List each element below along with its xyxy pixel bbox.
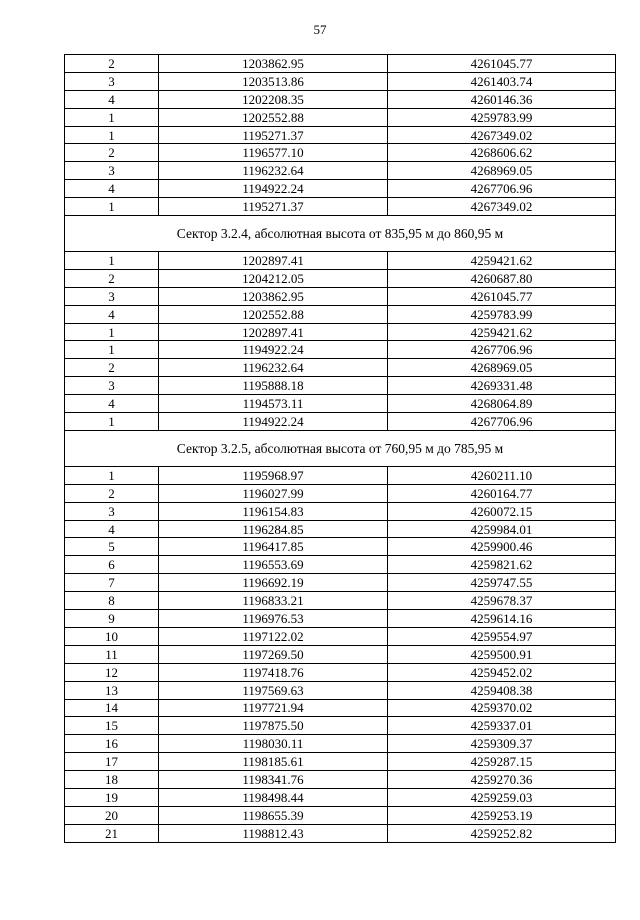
x-coordinate-cell: 1196232.64: [159, 162, 388, 180]
x-coordinate-cell: 1204212.05: [159, 269, 388, 287]
x-coordinate-cell: 1197875.50: [159, 717, 388, 735]
x-coordinate-cell: 1198498.44: [159, 788, 388, 806]
point-number-cell: 2: [65, 359, 159, 377]
table-row: [65, 502, 616, 520]
point-number-cell: 3: [65, 377, 159, 395]
point-number-cell: 18: [65, 771, 159, 789]
table-row: [65, 592, 616, 610]
x-coordinate-cell: 1194922.24: [159, 180, 388, 198]
x-coordinate-cell: 1196976.53: [159, 610, 388, 628]
table-row: [65, 377, 616, 395]
y-coordinate-cell: 4267349.02: [388, 198, 616, 216]
y-coordinate-cell: 4268606.62: [388, 144, 616, 162]
table-row: [65, 717, 616, 735]
table-row: [65, 108, 616, 126]
point-number-cell: 9: [65, 610, 159, 628]
point-number-cell: 15: [65, 717, 159, 735]
table-row: [65, 556, 616, 574]
point-number-cell: 1: [65, 466, 159, 484]
x-coordinate-cell: 1197569.63: [159, 681, 388, 699]
table-row: [65, 484, 616, 502]
y-coordinate-cell: 4260164.77: [388, 484, 616, 502]
table-row: [65, 395, 616, 413]
table-row: [65, 771, 616, 789]
point-number-cell: 19: [65, 788, 159, 806]
x-coordinate-cell: 1202897.41: [159, 252, 388, 270]
table-row: [65, 287, 616, 305]
y-coordinate-cell: 4268064.89: [388, 395, 616, 413]
point-number-cell: 12: [65, 663, 159, 681]
table-row: [65, 55, 616, 73]
y-coordinate-cell: 4260687.80: [388, 269, 616, 287]
x-coordinate-cell: 1196284.85: [159, 520, 388, 538]
y-coordinate-cell: 4259614.16: [388, 610, 616, 628]
y-coordinate-cell: 4259500.91: [388, 645, 616, 663]
point-number-cell: 4: [65, 520, 159, 538]
y-coordinate-cell: 4260211.10: [388, 466, 616, 484]
x-coordinate-cell: 1196577.10: [159, 144, 388, 162]
y-coordinate-cell: 4259259.03: [388, 788, 616, 806]
x-coordinate-cell: 1194922.24: [159, 413, 388, 431]
x-coordinate-cell: 1203862.95: [159, 287, 388, 305]
y-coordinate-cell: 4259452.02: [388, 663, 616, 681]
point-number-cell: 17: [65, 753, 159, 771]
table-row: [65, 520, 616, 538]
sector-heading: Сектор 3.2.5, абсолютная высота от 760,95 м до 785,95 м: [65, 430, 616, 466]
table-row: [65, 144, 616, 162]
table-row: [65, 574, 616, 592]
y-coordinate-cell: 4259270.36: [388, 771, 616, 789]
table-row: [65, 699, 616, 717]
table-row: [65, 359, 616, 377]
y-coordinate-cell: 4259900.46: [388, 538, 616, 556]
y-coordinate-cell: 4259783.99: [388, 305, 616, 323]
point-number-cell: 13: [65, 681, 159, 699]
y-coordinate-cell: 4259984.01: [388, 520, 616, 538]
point-number-cell: 3: [65, 72, 159, 90]
point-number-cell: 4: [65, 180, 159, 198]
table-row: [65, 788, 616, 806]
table-row: [65, 663, 616, 681]
y-coordinate-cell: 4259747.55: [388, 574, 616, 592]
x-coordinate-cell: 1198341.76: [159, 771, 388, 789]
point-number-cell: 3: [65, 162, 159, 180]
y-coordinate-cell: 4268969.05: [388, 162, 616, 180]
x-coordinate-cell: 1194573.11: [159, 395, 388, 413]
x-coordinate-cell: 1195968.97: [159, 466, 388, 484]
y-coordinate-cell: 4261403.74: [388, 72, 616, 90]
x-coordinate-cell: 1196553.69: [159, 556, 388, 574]
table-row: [65, 162, 616, 180]
point-number-cell: 3: [65, 287, 159, 305]
x-coordinate-cell: 1202552.88: [159, 108, 388, 126]
table-row: [65, 269, 616, 287]
x-coordinate-cell: 1203862.95: [159, 55, 388, 73]
table-row: [65, 72, 616, 90]
table-row: [65, 126, 616, 144]
point-number-cell: 16: [65, 735, 159, 753]
point-number-cell: 2: [65, 484, 159, 502]
y-coordinate-cell: 4259783.99: [388, 108, 616, 126]
point-number-cell: 2: [65, 269, 159, 287]
table-row: [65, 305, 616, 323]
x-coordinate-cell: 1196232.64: [159, 359, 388, 377]
point-number-cell: 1: [65, 413, 159, 431]
point-number-cell: 14: [65, 699, 159, 717]
y-coordinate-cell: 4259554.97: [388, 627, 616, 645]
point-number-cell: 7: [65, 574, 159, 592]
x-coordinate-cell: 1195271.37: [159, 126, 388, 144]
y-coordinate-cell: 4261045.77: [388, 55, 616, 73]
x-coordinate-cell: 1202208.35: [159, 90, 388, 108]
x-coordinate-cell: 1196692.19: [159, 574, 388, 592]
x-coordinate-cell: 1195888.18: [159, 377, 388, 395]
table-row: [65, 538, 616, 556]
point-number-cell: 2: [65, 55, 159, 73]
table-row: [65, 252, 616, 270]
point-number-cell: 4: [65, 395, 159, 413]
table-row: [65, 413, 616, 431]
point-number-cell: 21: [65, 824, 159, 842]
point-number-cell: 4: [65, 90, 159, 108]
y-coordinate-cell: 4259821.62: [388, 556, 616, 574]
y-coordinate-cell: 4259253.19: [388, 806, 616, 824]
x-coordinate-cell: 1198812.43: [159, 824, 388, 842]
x-coordinate-cell: 1198030.11: [159, 735, 388, 753]
table-row: [65, 681, 616, 699]
y-coordinate-cell: 4261045.77: [388, 287, 616, 305]
y-coordinate-cell: 4269331.48: [388, 377, 616, 395]
point-number-cell: 1: [65, 252, 159, 270]
x-coordinate-cell: 1197418.76: [159, 663, 388, 681]
point-number-cell: 1: [65, 323, 159, 341]
x-coordinate-cell: 1195271.37: [159, 198, 388, 216]
point-number-cell: 1: [65, 126, 159, 144]
y-coordinate-cell: 4259370.02: [388, 699, 616, 717]
x-coordinate-cell: 1197122.02: [159, 627, 388, 645]
point-number-cell: 3: [65, 502, 159, 520]
x-coordinate-cell: 1198655.39: [159, 806, 388, 824]
table-row: [65, 645, 616, 663]
sector-heading-row: [65, 430, 616, 466]
x-coordinate-cell: 1194922.24: [159, 341, 388, 359]
point-number-cell: 8: [65, 592, 159, 610]
y-coordinate-cell: 4259287.15: [388, 753, 616, 771]
table-row: [65, 180, 616, 198]
x-coordinate-cell: 1203513.86: [159, 72, 388, 90]
point-number-cell: 5: [65, 538, 159, 556]
sector-heading-row: [65, 216, 616, 252]
point-number-cell: 2: [65, 144, 159, 162]
y-coordinate-cell: 4259252.82: [388, 824, 616, 842]
point-number-cell: 20: [65, 806, 159, 824]
y-coordinate-cell: 4267349.02: [388, 126, 616, 144]
x-coordinate-cell: 1202897.41: [159, 323, 388, 341]
y-coordinate-cell: 4268969.05: [388, 359, 616, 377]
point-number-cell: 6: [65, 556, 159, 574]
point-number-cell: 1: [65, 198, 159, 216]
x-coordinate-cell: 1196833.21: [159, 592, 388, 610]
page-number: 57: [313, 22, 327, 37]
x-coordinate-cell: 1196154.83: [159, 502, 388, 520]
y-coordinate-cell: 4267706.96: [388, 341, 616, 359]
coordinates-table-body: [65, 55, 616, 843]
x-coordinate-cell: 1202552.88: [159, 305, 388, 323]
point-number-cell: 11: [65, 645, 159, 663]
x-coordinate-cell: 1196027.99: [159, 484, 388, 502]
table-row: [65, 323, 616, 341]
table-row: [65, 466, 616, 484]
y-coordinate-cell: 4259408.38: [388, 681, 616, 699]
point-number-cell: 1: [65, 108, 159, 126]
point-number-cell: 1: [65, 341, 159, 359]
table-row: [65, 610, 616, 628]
y-coordinate-cell: 4259678.37: [388, 592, 616, 610]
table-row: [65, 341, 616, 359]
x-coordinate-cell: 1197721.94: [159, 699, 388, 717]
y-coordinate-cell: 4259309.37: [388, 735, 616, 753]
y-coordinate-cell: 4260072.15: [388, 502, 616, 520]
table-row: [65, 753, 616, 771]
y-coordinate-cell: 4267706.96: [388, 180, 616, 198]
y-coordinate-cell: 4260146.36: [388, 90, 616, 108]
y-coordinate-cell: 4259421.62: [388, 252, 616, 270]
table-row: [65, 198, 616, 216]
x-coordinate-cell: 1197269.50: [159, 645, 388, 663]
table-row: [65, 735, 616, 753]
point-number-cell: 4: [65, 305, 159, 323]
table-row: [65, 90, 616, 108]
sector-heading: Сектор 3.2.4, абсолютная высота от 835,95 м до 860,95 м: [65, 216, 616, 252]
point-number-cell: 10: [65, 627, 159, 645]
table-row: [65, 824, 616, 842]
coordinates-table: [64, 54, 616, 843]
y-coordinate-cell: 4267706.96: [388, 413, 616, 431]
table-row: [65, 627, 616, 645]
x-coordinate-cell: 1196417.85: [159, 538, 388, 556]
y-coordinate-cell: 4259337.01: [388, 717, 616, 735]
x-coordinate-cell: 1198185.61: [159, 753, 388, 771]
table-row: [65, 806, 616, 824]
y-coordinate-cell: 4259421.62: [388, 323, 616, 341]
